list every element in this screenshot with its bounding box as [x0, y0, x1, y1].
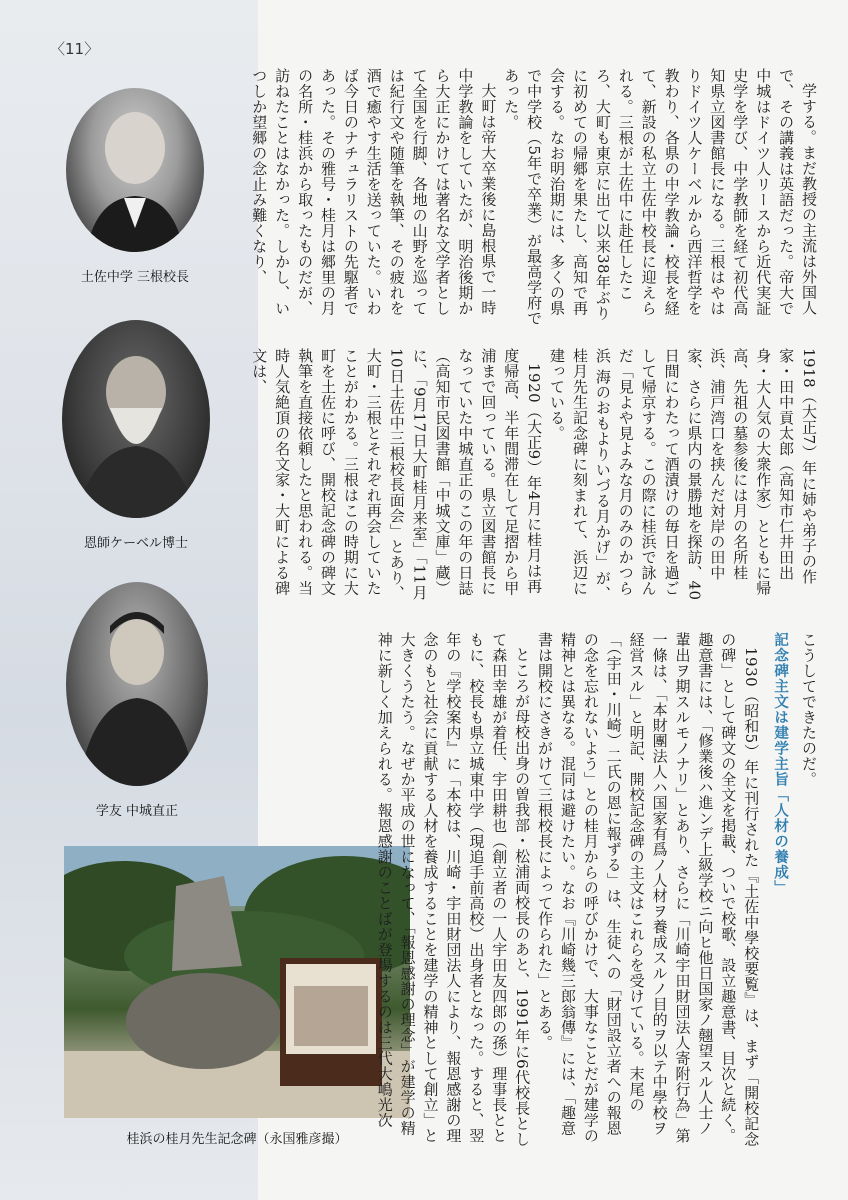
caption-photo: 桂浜の桂月先生記念碑（永国雅彦撮）: [126, 1132, 348, 1147]
portrait-mine-principal: [66, 88, 204, 252]
paragraph: 大町は帝大卒業後に島根県で一時中学教論をしていたが、明治後期から大正にかけては著名な文学者として全国を行脚、各地の山野を巡っては紀行文や随筆を執筆、その疲れを酒で癒やす生活を送っていた。いわば今日のナチュラリストの先駆者であった。その雅号・桂月は郷里の月の名所・桂浜から取ったものだが、訪ねたことはなかった。しかし、いつしか望郷の念止み難くなり、: [250, 68, 498, 316]
article-body-middle: [250, 348, 820, 606]
caption-portrait-2: 恩師ケーベル博士: [83, 536, 188, 551]
paragraph: 学する。まだ教授の主流は外国人で、その講義は英語だった。帝大で中城はドイツ人リースから近代実証史学を学び、中学教師を経て初代高知県立図書館長になる。三根はやはりドイツ人ケーベルから西洋哲学を教わり、各県の中学教論・校長を経て、新設の私立土佐中校長に迎えられる。三根が土佐中に赴任したころ、大町も東京に出て以来38年ぶりに初めての帰郷を果たし、高知で再会する。なお明治期には、多くの県で中学校（5年で卒業）が最高学府であった。: [502, 68, 818, 327]
article-body: [250, 68, 820, 328]
section-heading: 記念碑主文は建学主旨「人材の養成」: [772, 632, 789, 896]
portrait-koeber: [62, 320, 210, 518]
portrait-2-figure: [62, 320, 210, 518]
page-number: 〈11〉: [50, 40, 100, 58]
portrait-nakajo: [66, 582, 208, 786]
article-body-lower: [268, 632, 820, 1150]
paragraph: 1918（大正7）年に姉や弟子の作家・田中貢太郎（高知市仁井田出身・大人気の大衆作家）とともに帰高、先祖の墓参後には月の名所桂浜、浦戸湾口を挟んだ対岸の田中家、さらに県内の景勝地を探訪、40日間にわたって酒漬けの毎日を過ごして帰京する。この際に桂浜で詠んだ「見よや見よみな月のみのかつら浜 海のおもよりいづる月かげ」が、桂月先生記念碑に刻まれて、浜辺に建っている。: [548, 348, 818, 602]
caption-portrait-3: 学友 中城直正: [95, 804, 179, 819]
caption-portrait-1: 土佐中学 三根校長: [80, 270, 190, 285]
paragraph: 1930（昭和5）年に刊行された『土佐中學校要覧』は、まず「開校記念の碑」として碑文の全文を掲載、ついで校歌、設立趣意書、目次と続く。趣意書には、「修業後ハ進ンデ上級学校ニ向ヒ他日国家ノ翹望スル人士ノ輩出ヲ期スルモノナリ」とあり、さらに「川崎宇田財団法人寄附行為」第一條は、「本財團法人ハ国家有爲ノ人材ヲ養成スルノ目的ヲ以テ中學校ヲ経営スル」と明記、開校記念碑の主文はこれらを受けている。末尾の「（宇田・川崎）二氏の恩に報ずる」は、生徒への「財団設立者への報恩の念を忘れないよう」との桂月からの呼びかけで、大事なことだが建学の精神とは異なる。混同は避けたい。なお『川崎幾三郎翁傳』には、「趣意書は開校にさきがけて三根校長によって作られた」とある。: [536, 632, 761, 1147]
paragraph: 1920（大正9）年4月に桂月は再度帰高、半年間滞在して足摺から甲浦まで回っている。県立図書館長になっていた中城直正のこの年の日誌（高知市民図書館「中城文庫」蔵）に、「9月17日大町桂月来室」「11月10日土佐中三根校長面会」とあり、大町・三根とそれぞれ再会していたことがわかる。三根はこの時期に大町を土佐に呼び、開校記念碑の碑文執筆を直接依頼したと思われる。当時人気絶頂の名文家・大町による碑文は、: [250, 348, 544, 601]
portrait-3-figure: [66, 582, 208, 786]
paragraph: こうしてできたのだ。: [800, 632, 818, 787]
paragraph: ところが母校出身の曽我部・松浦両校長のあと、1991年に6代校長として森田幸雄が着任、宇田耕也（創立者の一人宇田友四郎の孫）理事長とともに、校長も県立城東中学（現追手前高校）出身者となった。すると、翌年の『学校案内』に「本校は、川崎・宇田財団法人により、報恩感謝の理念のもと社会に貢献する人材を養成することを建学の精神として創立」と大きくうたう。なぜか平成の世になって、「報恩感謝の理念」が建学の精神に新しく加えられる。報恩感謝のことばが登場するのは三代大嶋光次: [375, 632, 532, 1147]
portrait-1-figure: [66, 88, 204, 252]
